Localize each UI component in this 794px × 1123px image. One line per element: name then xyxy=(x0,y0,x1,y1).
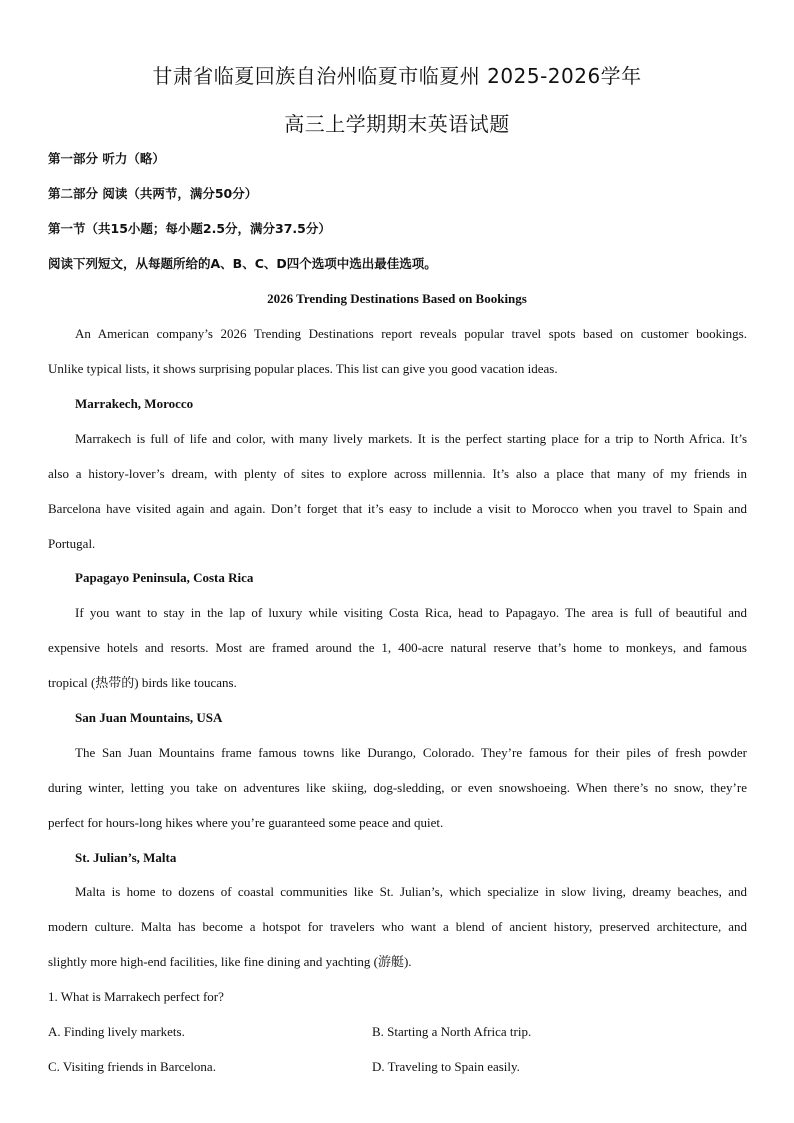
reading-directions: 阅读下列短文，从每题所给的A、B、C、D四个选项中选出最佳选项。 xyxy=(48,256,437,271)
question-1-option-c: C. Visiting friends in Barcelona. xyxy=(48,1059,216,1074)
san-juan-line-3: perfect for hours-long hikes where you’re guaranteed some peace and quiet. xyxy=(48,815,444,830)
papagayo-line-1: If you want to stay in the lap of luxury while visiting Costa Rica, head to Papagayo. The area is full of beautiful and xyxy=(75,605,747,620)
passage-title: 2026 Trending Destinations Based on Bookings xyxy=(267,291,527,306)
san-juan-line-1: The San Juan Mountains frame famous towns like Durango, Colorado. They’re famous for their piles of fresh powder xyxy=(75,745,747,760)
question-1-stem: 1. What is Marrakech perfect for? xyxy=(48,989,224,1004)
st-julians-line-3: slightly more high-end facilities, like fine dining and yachting (游艇). xyxy=(48,954,412,969)
section-heading-papagayo: Papagayo Peninsula, Costa Rica xyxy=(75,570,254,585)
section-heading-st-julians: St. Julian’s, Malta xyxy=(75,850,177,865)
exam-title-line-2: 高三上学期期末英语试题 xyxy=(284,112,510,136)
st-julians-line-1: Malta is home to dozens of coastal communities like St. Julian’s, which specialize in slow living, dreamy beaches, and xyxy=(75,884,747,899)
san-juan-line-2: during winter, letting you take on adventures like skiing, dog-sledding, or even snowshoeing. When there’s no snow, they’re xyxy=(48,780,747,795)
question-1-option-d: D. Traveling to Spain easily. xyxy=(372,1059,520,1074)
intro-line-1: An American company’s 2026 Trending Destinations report reveals popular travel spots based on customer bookings. xyxy=(75,326,747,341)
exam-title-line-1: 甘肃省临夏回族自治州临夏市临夏州 2025-2026学年 xyxy=(152,64,642,88)
part-one-listening: 第一部分 听力（略） xyxy=(48,151,165,166)
marrakech-line-4: Portugal. xyxy=(48,536,96,551)
section-heading-san-juan: San Juan Mountains, USA xyxy=(75,710,223,725)
marrakech-line-1: Marrakech is full of life and color, with many lively markets. It is the perfect starting place for a trip to North Africa. It’s xyxy=(75,431,747,446)
question-1-option-a: A. Finding lively markets. xyxy=(48,1024,185,1039)
section-one-heading: 第一节（共15小题；每小题2.5分，满分37.5分） xyxy=(48,221,331,236)
question-1-option-b: B. Starting a North Africa trip. xyxy=(372,1024,532,1039)
intro-line-2: Unlike typical lists, it shows surprising popular places. This list can give you good vacation ideas. xyxy=(48,361,558,376)
st-julians-line-2: modern culture. Malta has become a hotspot for travelers who want a blend of ancient history, preserved architecture, and xyxy=(48,919,747,934)
marrakech-line-3: Barcelona have visited again and again. Don’t forget that it’s easy to include a visit to Morocco when you travel to Spain and xyxy=(48,501,747,516)
marrakech-line-2: also a history-lover’s dream, with plenty of sites to explore across millennia. It’s also a place that many of my friends in xyxy=(48,466,747,481)
section-heading-marrakech: Marrakech, Morocco xyxy=(75,396,194,411)
part-two-reading: 第二部分 阅读（共两节，满分50分） xyxy=(48,186,258,201)
papagayo-line-3: tropical (热带的) birds like toucans. xyxy=(48,675,237,690)
papagayo-line-2: expensive hotels and resorts. Most are framed around the 1, 400-acre natural reserve that’s home to monkeys, and famous xyxy=(48,640,747,655)
